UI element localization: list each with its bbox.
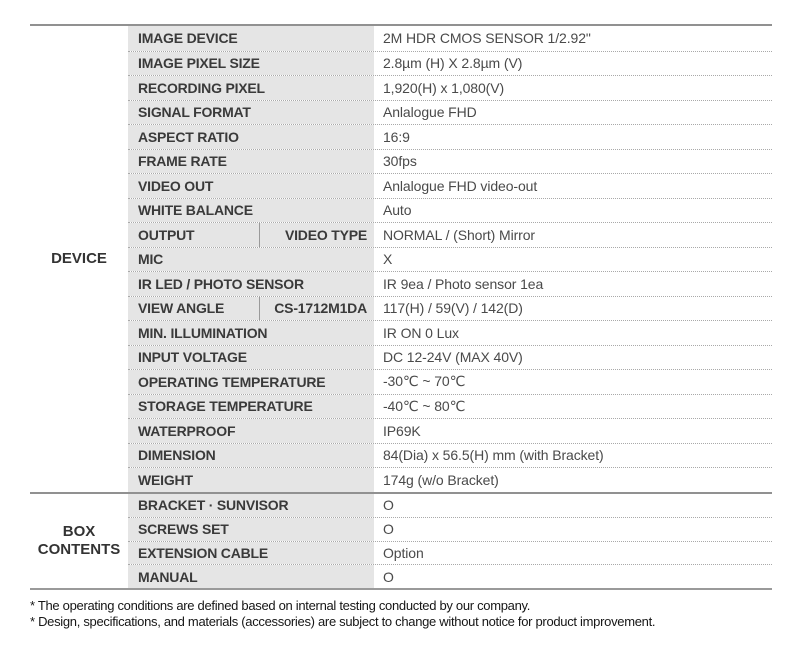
spec-label-cell (128, 346, 374, 370)
spec-label-cell (128, 101, 374, 125)
spec-value: Anlalogue FHD video-out (383, 177, 538, 194)
spec-row (128, 124, 772, 149)
spec-value: 16:9 (383, 128, 410, 145)
spec-label: SIGNAL FORMAT (138, 104, 251, 121)
spec-label: WATERPROOF (138, 422, 236, 439)
spec-value: O (383, 497, 394, 514)
spec-label: IMAGE DEVICE (138, 30, 238, 47)
section-label-device: DEVICE (30, 26, 128, 492)
footnote-operating-conditions: * The operating conditions are defined based on internal testing conducted by our company. (30, 598, 531, 613)
spec-label-cell (128, 26, 374, 51)
spec-value: X (383, 251, 393, 268)
spec-label-cell (128, 297, 374, 321)
spec-row (128, 418, 772, 443)
spec-row (128, 517, 772, 541)
spec-value: 2M HDR CMOS SENSOR 1/2.92" (383, 30, 591, 47)
spec-row (128, 541, 772, 565)
spec-row (128, 296, 772, 321)
spec-value: Auto (383, 202, 412, 219)
spec-label-cell (128, 518, 374, 541)
spec-label: ASPECT RATIO (138, 128, 239, 145)
spec-label-cell (128, 419, 374, 443)
spec-label-cell (128, 542, 374, 565)
spec-label: IMAGE PIXEL SIZE (138, 55, 260, 72)
spec-label: MIN. ILLUMINATION (138, 324, 268, 341)
spec-row (128, 320, 772, 345)
spec-row (128, 26, 772, 51)
spec-value: O (383, 521, 394, 538)
spec-row (128, 51, 772, 76)
spec-label: RECORDING PIXEL (138, 79, 265, 96)
spec-section-device (30, 24, 772, 492)
spec-value: 117(H) / 59(V) / 142(D) (383, 300, 523, 317)
spec-value: 2.8µm (H) X 2.8µm (V) (383, 55, 523, 72)
spec-row (128, 564, 772, 588)
spec-value: 30fps (383, 153, 417, 170)
spec-label-cell (128, 150, 374, 174)
spec-row (128, 369, 772, 394)
spec-label: VIDEO OUT (138, 177, 214, 194)
spec-label-cell (128, 76, 374, 100)
spec-label: MIC (138, 251, 164, 268)
spec-value: IP69K (383, 422, 421, 439)
spec-label: VIEW ANGLE (138, 300, 225, 317)
spec-row (128, 198, 772, 223)
spec-sublabel: CS-1712M1DA (259, 297, 374, 321)
spec-value: 1,920(H) x 1,080(V) (383, 79, 505, 96)
spec-label-cell (128, 248, 374, 272)
box-contents-rows (128, 494, 772, 588)
spec-table (30, 24, 772, 590)
spec-label: IR LED / PHOTO SENSOR (138, 275, 304, 292)
spec-row (128, 494, 772, 518)
spec-row (128, 222, 772, 247)
spec-row (128, 394, 772, 419)
spec-value: IR ON 0 Lux (383, 324, 459, 341)
footnotes (30, 598, 790, 629)
device-rows (128, 26, 772, 492)
spec-label-cell (128, 52, 374, 76)
spec-label-cell (128, 125, 374, 149)
spec-label-cell (128, 444, 374, 468)
spec-value: NORMAL / (Short) Mirror (383, 226, 535, 243)
spec-value: -40℃ ~ 80℃ (383, 397, 466, 414)
spec-label-cell (128, 199, 374, 223)
spec-row (128, 75, 772, 100)
spec-label: WEIGHT (138, 471, 193, 488)
spec-label-cell (128, 174, 374, 198)
spec-value: Anlalogue FHD (383, 104, 477, 121)
spec-row (128, 100, 772, 125)
spec-value: Option (383, 544, 424, 561)
spec-label-cell (128, 223, 374, 247)
footnote-design-change: * Design, specifications, and materials (accessories) are subject to change without notice for product improvement. (30, 613, 656, 629)
spec-row (128, 149, 772, 174)
spec-row (128, 173, 772, 198)
spec-row (128, 345, 772, 370)
spec-label-cell (128, 321, 374, 345)
spec-row (128, 247, 772, 272)
section-label-box-contents: BOX CONTENTS (30, 494, 128, 588)
spec-label: SCREWS SET (138, 521, 229, 538)
spec-label: OUTPUT (138, 226, 195, 243)
spec-value: DC 12-24V (MAX 40V) (383, 349, 523, 366)
spec-label: STORAGE TEMPERATURE (138, 398, 313, 415)
spec-section-box-contents (30, 492, 772, 588)
spec-value: -30℃ ~ 70℃ (383, 373, 466, 390)
spec-label-cell (128, 370, 374, 394)
spec-label: WHITE BALANCE (138, 202, 253, 219)
spec-value: IR 9ea / Photo sensor 1ea (383, 275, 544, 292)
spec-row (128, 467, 772, 492)
spec-label: BRACKET · SUNVISOR (138, 497, 289, 514)
spec-sublabel: VIDEO TYPE (259, 223, 374, 247)
spec-label-cell (128, 468, 374, 492)
spec-row (128, 271, 772, 296)
spec-value: 84(Dia) x 56.5(H) mm (with Bracket) (383, 447, 604, 464)
spec-label-cell (128, 395, 374, 419)
spec-label: EXTENSION CABLE (138, 544, 269, 561)
spec-label: DIMENSION (138, 447, 216, 464)
spec-label: INPUT VOLTAGE (138, 349, 247, 366)
spec-row (128, 443, 772, 468)
spec-label: MANUAL (138, 568, 198, 585)
spec-value: 174g (w/o Bracket) (383, 471, 499, 488)
spec-value: O (383, 568, 394, 585)
spec-label-cell (128, 565, 374, 588)
spec-label-cell (128, 494, 374, 518)
spec-label: OPERATING TEMPERATURE (138, 373, 326, 390)
spec-label-cell (128, 272, 374, 296)
spec-label: FRAME RATE (138, 153, 227, 170)
